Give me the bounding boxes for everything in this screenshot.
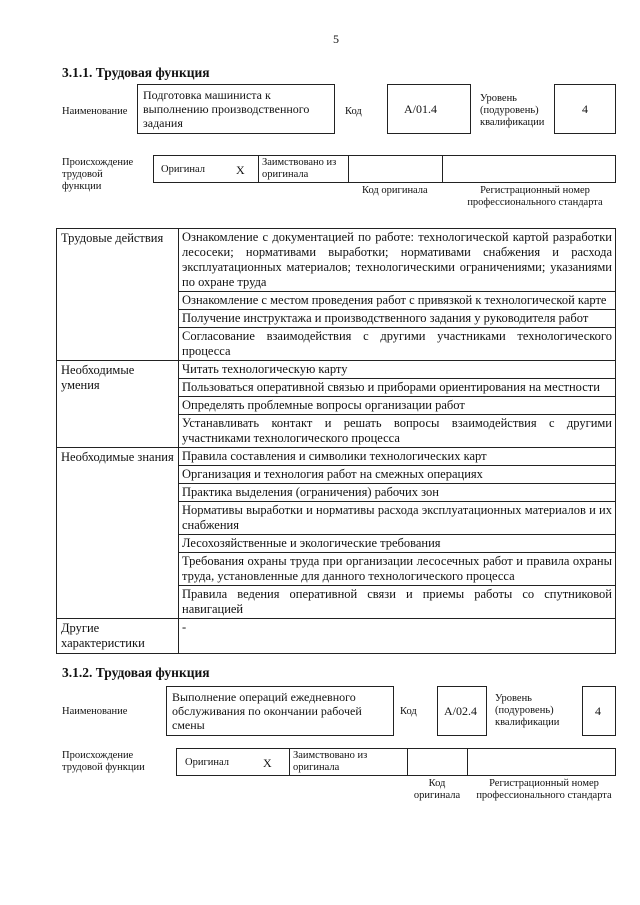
section1-code-label: Код (345, 106, 362, 117)
knowledge-item: Нормативы выработки и нормативы расхода эксплуатационных материалов и их снабжения (179, 502, 615, 535)
knowledge-item: Правила составления и символики технологических карт (179, 448, 615, 466)
section1-name-value: Подготовка машиниста к выполнению производственного задания (143, 88, 310, 130)
section1-origin-label: Происхождение трудовой функции (62, 157, 134, 192)
section2-original-label: Оригинал (185, 757, 229, 768)
section2-original-mark: X (263, 756, 272, 770)
section1-reg-caption: Регистрационный номер профессионального стандарта (467, 185, 603, 208)
section1-title: 3.1.1. Трудовая функция (62, 65, 210, 80)
section2-level-label: Уровень (подуровень) квалификации (495, 693, 560, 728)
skill-item: Пользоваться оперативной связью и приборами ориентирования на местности (179, 379, 615, 397)
section2-code-box (437, 686, 487, 736)
section1-name-box (137, 84, 335, 134)
skill-item: Устанавливать контакт и решать вопросы взаимодействия с другими участниками технологического процесса (182, 416, 612, 445)
action-item: Получение инструктажа и производственного задания у руководителя работ (179, 310, 615, 328)
section2-name-label: Наименование (62, 706, 128, 717)
section1-code-box (387, 84, 471, 134)
knowledge-item: Практика выделения (ограничения) рабочих зон (179, 484, 615, 502)
knowledge-item: Правила ведения оперативной связи и приемы работы со спутниковой навигацией (182, 587, 612, 616)
knowledge-item: Требования охраны труда при организации лесосечных работ и правила охраны труда, установленные для данного технологического процесса (179, 553, 615, 586)
section1-name-label: Наименование (62, 106, 128, 117)
page-number: 5 (333, 32, 339, 46)
section2-title: 3.1.2. Трудовая функция (62, 665, 210, 680)
section2-origin-box (176, 748, 616, 776)
section1-borrowed-label: Заимствовано из оригинала (262, 157, 337, 180)
other-label: Другие характеристики (57, 619, 179, 654)
section2-reg-caption: Регистрационный номер профессионального стандарта (476, 778, 612, 801)
section1-level-box (554, 84, 616, 134)
section2-name-box (166, 686, 394, 736)
actions-cell (179, 229, 616, 361)
action-item: Ознакомление с документацией по работе: технологической картой разработки лесосеки; нормативами выработки; нормативами снабжения и расхода эксплуатационных материалов; технологическими ограничениями; указаниями по охране труда (179, 229, 615, 292)
action-item: Согласование взаимодействия с другими участниками технологического процесса (182, 329, 612, 358)
actions-label: Трудовые действия (57, 229, 179, 361)
section1-level-value: 4 (582, 102, 588, 116)
section2-code-label: Код (400, 706, 417, 717)
section1-original-mark: X (236, 163, 245, 177)
skills-label: Необходимые умения (57, 361, 179, 448)
section2-origin-label: Происхождение трудовой функции (62, 750, 145, 773)
section2-level-value: 4 (595, 704, 601, 718)
skill-item: Читать технологическую карту (179, 361, 615, 379)
section2-orig-code-caption: Код оригинала (413, 778, 461, 801)
section2-name-value: Выполнение операций ежедневного обслуживания по окончании рабочей смены (172, 690, 362, 732)
section1-orig-code-caption: Код оригинала (362, 185, 428, 196)
skills-cell (179, 361, 616, 448)
labor-function-table (56, 228, 616, 654)
section2-code-value: A/02.4 (444, 704, 477, 718)
skill-item: Определять проблемные вопросы организации работ (179, 397, 615, 415)
knowledge-label: Необходимые знания (57, 448, 179, 619)
section1-code-value: A/01.4 (404, 102, 437, 116)
section2-borrowed-label: Заимствовано из оригинала (293, 750, 368, 773)
other-value: - (179, 619, 616, 654)
knowledge-item: Лесохозяйственные и экологические требования (179, 535, 615, 553)
section1-original-label: Оригинал (161, 164, 205, 175)
action-item: Ознакомление с местом проведения работ с привязкой к технологической карте (179, 292, 615, 310)
section1-level-label: Уровень (подуровень) квалификации (480, 93, 545, 128)
section1-origin-box (153, 155, 616, 183)
knowledge-cell (179, 448, 616, 619)
knowledge-item: Организация и технология работ на смежных операциях (179, 466, 615, 484)
section2-level-box (582, 686, 616, 736)
